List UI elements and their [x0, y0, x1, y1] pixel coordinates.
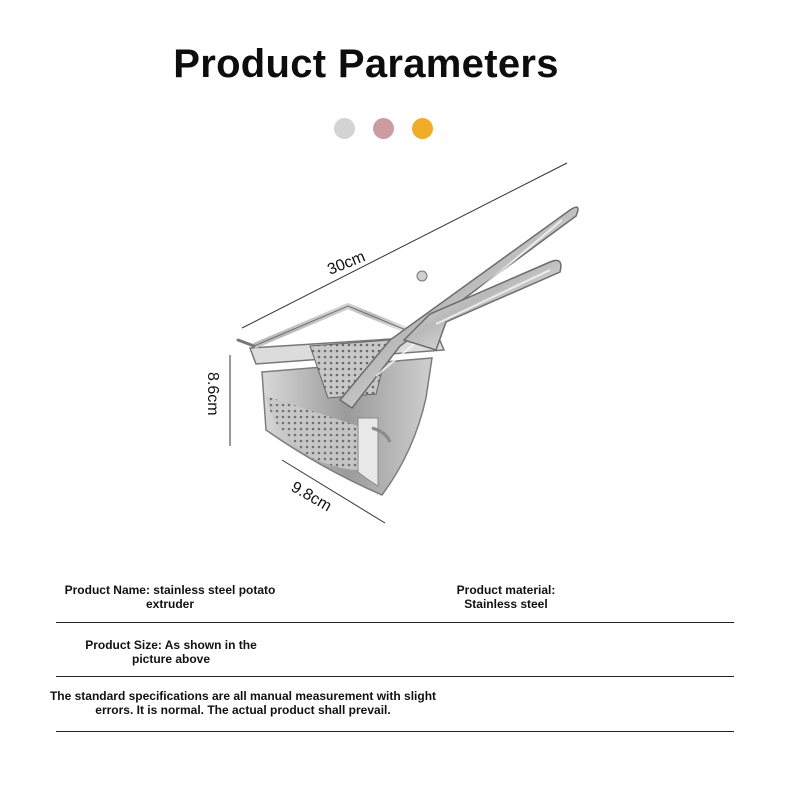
color-swatch-yellow[interactable]	[412, 118, 433, 139]
measurement-note-text: The standard specifications are all manual measurement with slight errors. It is normal. The actual product shall prevail.	[49, 689, 437, 717]
product-material-text: Product material: Stainless steel	[456, 583, 556, 611]
spec-table	[49, 568, 734, 732]
product-size-text: Product Size: As shown in the picture above	[85, 638, 257, 666]
potato-ricer-illustration	[238, 207, 578, 495]
color-swatches	[334, 118, 433, 139]
spec-row-name-material	[56, 568, 734, 623]
length-dimension-line	[242, 163, 567, 328]
spec-row-note	[49, 677, 734, 732]
page-title: Product Parameters	[173, 42, 559, 86]
length-label: 30cm	[325, 248, 368, 279]
spec-row-size	[56, 623, 734, 677]
product-name-text: Product Name: stainless steel potato extruder	[64, 583, 276, 611]
height-label: 8.6cm	[204, 372, 221, 416]
color-swatch-silver[interactable]	[334, 118, 355, 139]
product-figure	[190, 150, 610, 540]
width-label: 9.8cm	[288, 478, 335, 516]
color-swatch-pink[interactable]	[373, 118, 394, 139]
